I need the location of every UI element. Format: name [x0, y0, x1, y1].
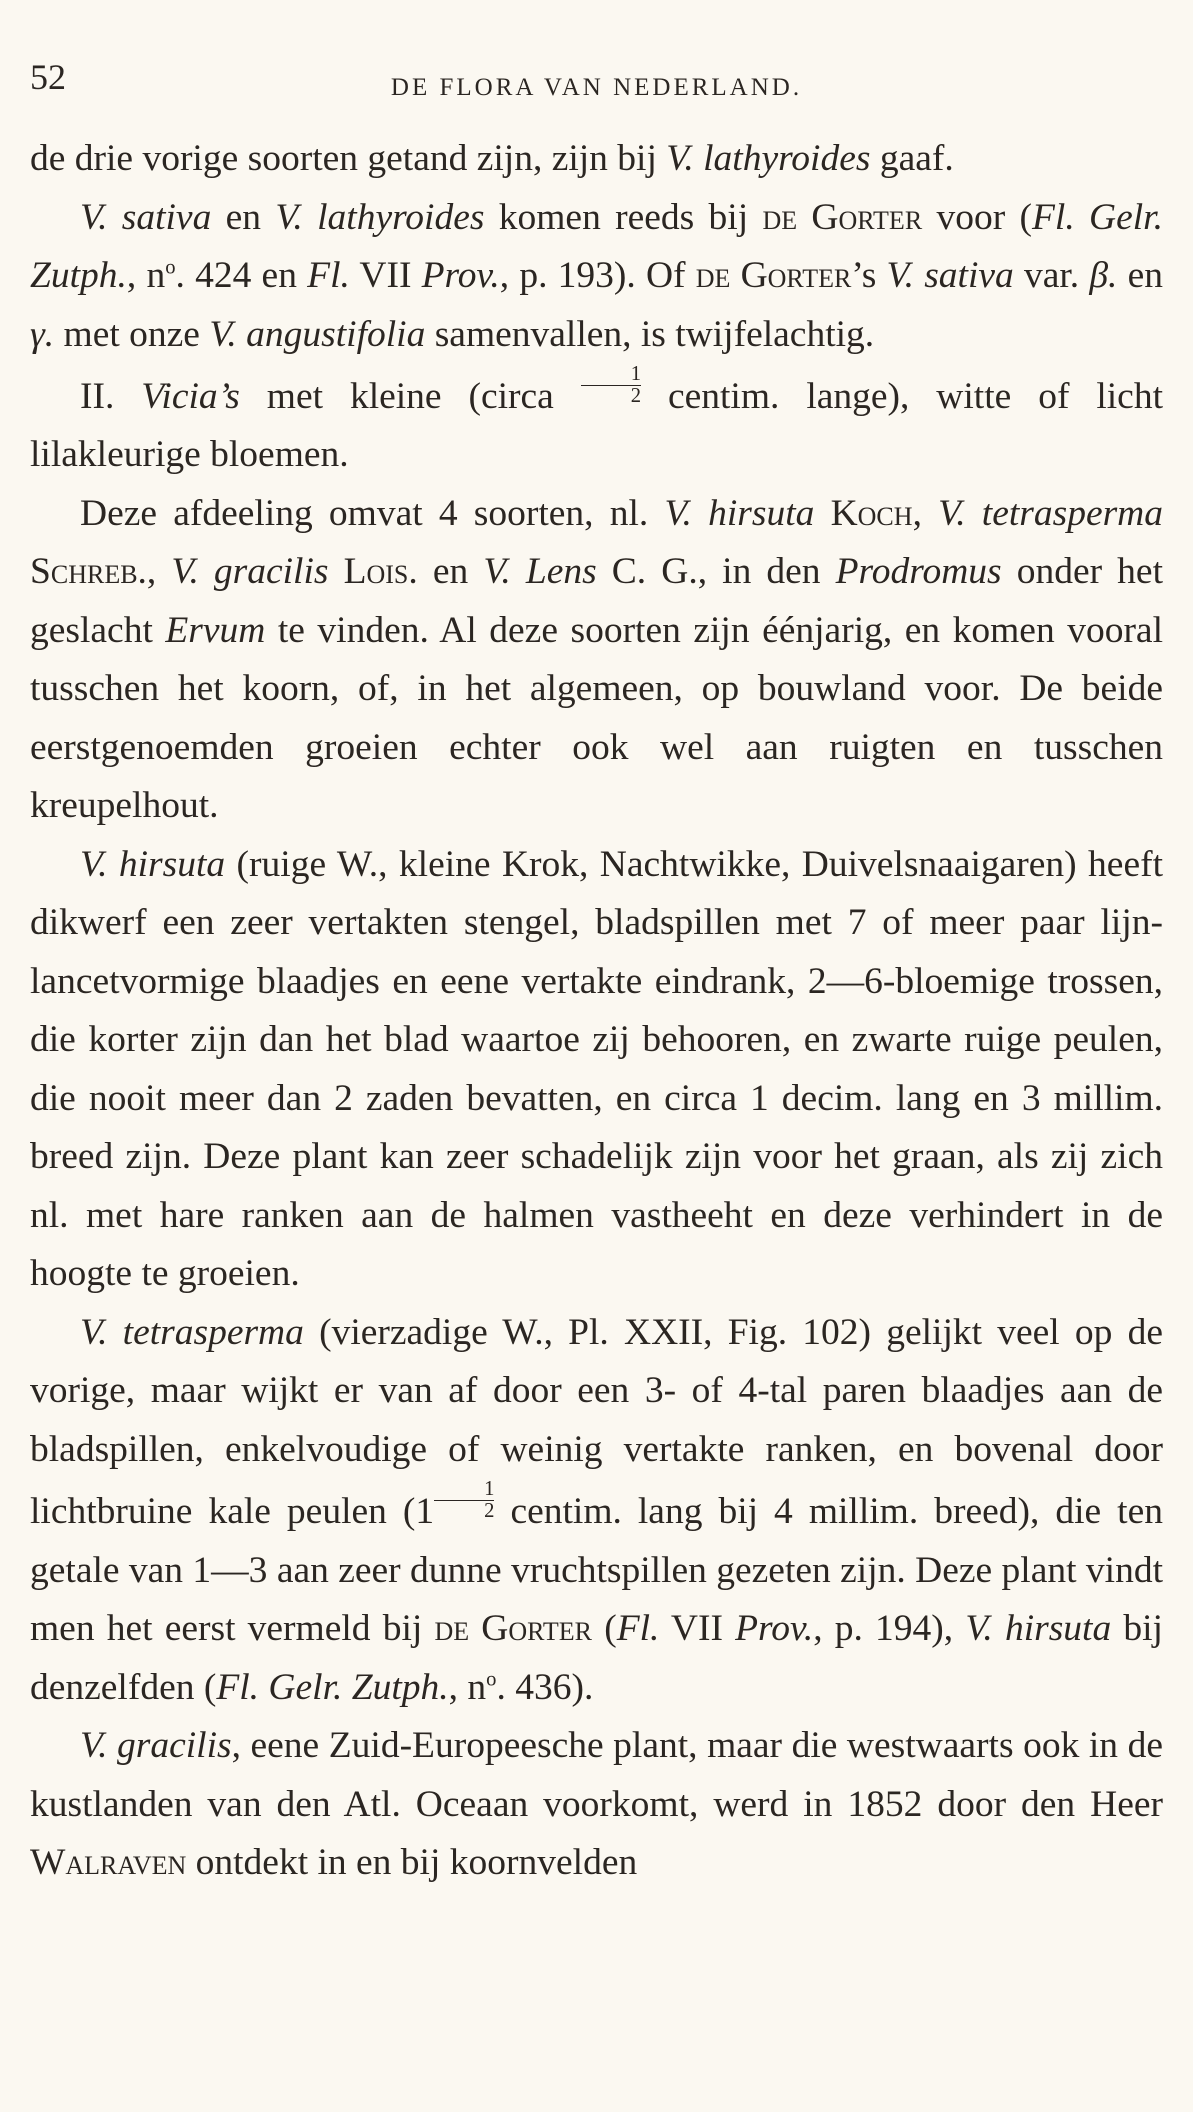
- text-run: (ruige W., kleine Krok, Nachtwikke, Duivelsnaaigaren) heeft dikwerf een zeer vertakten stengel, bladspillen met 7 of meer paar lijn-lancetvormige blaadjes en eene vertakte eindrank, 2—6-bloemige trossen, die korter zijn dan het blad waartoe zij behooren, en zwarte ruige peulen, die nooit meer dan 2 zaden bevatten, en circa 1 decim. lang en 3 millim. breed zijn. Deze plant kan zeer schadelijk zijn voor het graan, als zij zich nl. met hare ranken aan de halmen vastheeht en deze verhindert in de hoogte te groeien.: [30, 843, 1163, 1295]
- text-run: ,: [912, 492, 939, 534]
- superscript: o: [486, 1668, 497, 1691]
- text-run: met onze: [54, 313, 210, 355]
- text-run: [329, 551, 344, 592]
- text-run: var.: [1013, 255, 1090, 296]
- fraction-denominator: 2: [581, 385, 641, 407]
- text-run: , n: [126, 255, 166, 296]
- text-run: VII: [349, 255, 422, 296]
- text-run: VII: [659, 1608, 736, 1650]
- text-run: [814, 493, 830, 534]
- text-run: centim. lange), witte of licht lilakleurige bloemen.: [30, 375, 1164, 476]
- paragraph: [30, 1717, 1163, 1893]
- paragraph: [30, 485, 1163, 836]
- paragraph: [30, 836, 1163, 1304]
- text-run: ,: [146, 551, 172, 593]
- text-run: (vierzadige W., Pl. XXII, Fig. 102) gelijkt veel op de vorige, maar wijkt er van af door een 3- of 4-tal paren blaadjes aan de bladspillen, enkelvoudige of weinig vertakte ranken, en bovenal door lichtbruine kale peulen (1: [30, 1311, 1164, 1533]
- text-run: . 436).: [496, 1666, 594, 1708]
- italic-taxon: Ervum: [165, 609, 266, 651]
- small-caps-name: Lois.: [343, 551, 418, 593]
- fraction-numerator: 1: [484, 1478, 495, 1501]
- italic-taxon: V. sativa: [80, 196, 212, 238]
- small-caps-name: Walraven: [30, 1842, 187, 1884]
- italic-taxon: Prov.: [421, 255, 500, 296]
- italic-taxon: V. Lens: [483, 551, 597, 593]
- italic-taxon: V. tetrasperma: [938, 492, 1164, 534]
- text-run: . 424 en: [175, 255, 308, 296]
- small-caps-name: Schreb.: [30, 551, 147, 593]
- text-run: , n: [448, 1666, 487, 1708]
- italic-taxon: γ.: [30, 313, 55, 355]
- paragraph: [30, 364, 1163, 485]
- italic-taxon: Fl. Gelr. Zutph.: [30, 196, 1163, 296]
- text-run: en: [211, 196, 276, 238]
- italic-taxon: V. angustifolia: [209, 313, 426, 355]
- text-run: met kleine (circa: [239, 375, 581, 417]
- italic-taxon: Fl. Gelr. Zutph.: [216, 1666, 449, 1708]
- fraction-denominator: 2: [434, 1500, 494, 1522]
- text-run: centim. lang bij 4 millim. breed), die ten getale van 1—3 aan zeer dunne vruchtspillen gezeten zijn. Deze plant vindt men het eerst vermeld bij: [30, 1491, 1163, 1650]
- text-run: en: [1117, 255, 1163, 296]
- text-run: te vinden. Al deze soorten zijn éénjarig, en komen vooral tusschen het koorn, of, in het algemeen, op bouwland voor. De beide eerstgenoemden groeien echter ook wel aan ruigten en tusschen kreupelhout.: [30, 609, 1163, 827]
- text-run: ontdekt in en bij koornvelden: [186, 1842, 638, 1884]
- page-header: [30, 56, 1163, 110]
- fraction: [581, 364, 641, 406]
- text-run: samenvallen, is twijfelachtig.: [425, 313, 875, 355]
- text-run: , p. 193). Of: [499, 255, 696, 296]
- fraction: [434, 1479, 494, 1521]
- text-run: komen reeds bij: [484, 196, 763, 238]
- italic-taxon: Vicia’s: [141, 375, 240, 417]
- small-caps-name: Koch: [830, 492, 913, 534]
- italic-taxon: V. lathyroides: [666, 138, 871, 179]
- superscript: o: [165, 256, 176, 279]
- italic-taxon: Prov.: [735, 1608, 814, 1650]
- page-number: 52: [30, 57, 66, 97]
- small-caps-name: de Gorter: [762, 196, 923, 238]
- italic-taxon: V. lathyroides: [275, 196, 485, 238]
- text-run: onder het geslacht: [30, 551, 1163, 651]
- italic-taxon: V. hirsuta: [664, 492, 815, 534]
- small-caps-name: de Gorter: [434, 1608, 593, 1650]
- paragraph: [30, 1304, 1163, 1717]
- page-body: [30, 130, 1163, 1893]
- paragraph: [30, 189, 1163, 365]
- text-run: ’s: [851, 255, 887, 296]
- fraction-numerator: 1: [630, 363, 642, 385]
- running-title: DE FLORA VAN NEDERLAND.: [390, 74, 803, 101]
- text-run: II.: [80, 375, 142, 417]
- small-caps-name: de Gorter: [695, 255, 852, 296]
- text-run: (: [592, 1608, 617, 1650]
- text-run: voor (: [922, 196, 1033, 238]
- italic-taxon: V. sativa: [886, 255, 1014, 296]
- text-run: gaaf.: [870, 138, 954, 179]
- text-run: bij denzelfden (: [30, 1608, 1163, 1708]
- italic-taxon: Prodromus: [835, 551, 1002, 593]
- italic-taxon: Fl.: [307, 255, 350, 296]
- text-run: en: [417, 551, 484, 593]
- paragraph: [30, 130, 1163, 189]
- text-run: C. G., in den: [596, 551, 836, 593]
- text-run: , eene Zuid-Europeesche plant, maar die westwaarts ook in de kustlanden van den Atl. Oceaan voorkomt, werd in 1852 door den Heer: [30, 1725, 1163, 1825]
- italic-taxon: V. tetrasperma: [80, 1311, 304, 1353]
- italic-taxon: V. hirsuta: [80, 843, 226, 885]
- italic-taxon: β.: [1089, 255, 1118, 296]
- italic-taxon: V. hirsuta: [965, 1608, 1112, 1650]
- text-run: , p. 194),: [813, 1608, 966, 1650]
- italic-taxon: V. gracilis: [171, 551, 329, 593]
- text-run: de drie vorige soorten getand zijn, zijn bij: [30, 138, 667, 179]
- text-run: Deze afdeeling omvat 4 soorten, nl.: [80, 492, 665, 534]
- italic-taxon: V. gracilis: [80, 1725, 232, 1767]
- italic-taxon: Fl.: [616, 1608, 660, 1650]
